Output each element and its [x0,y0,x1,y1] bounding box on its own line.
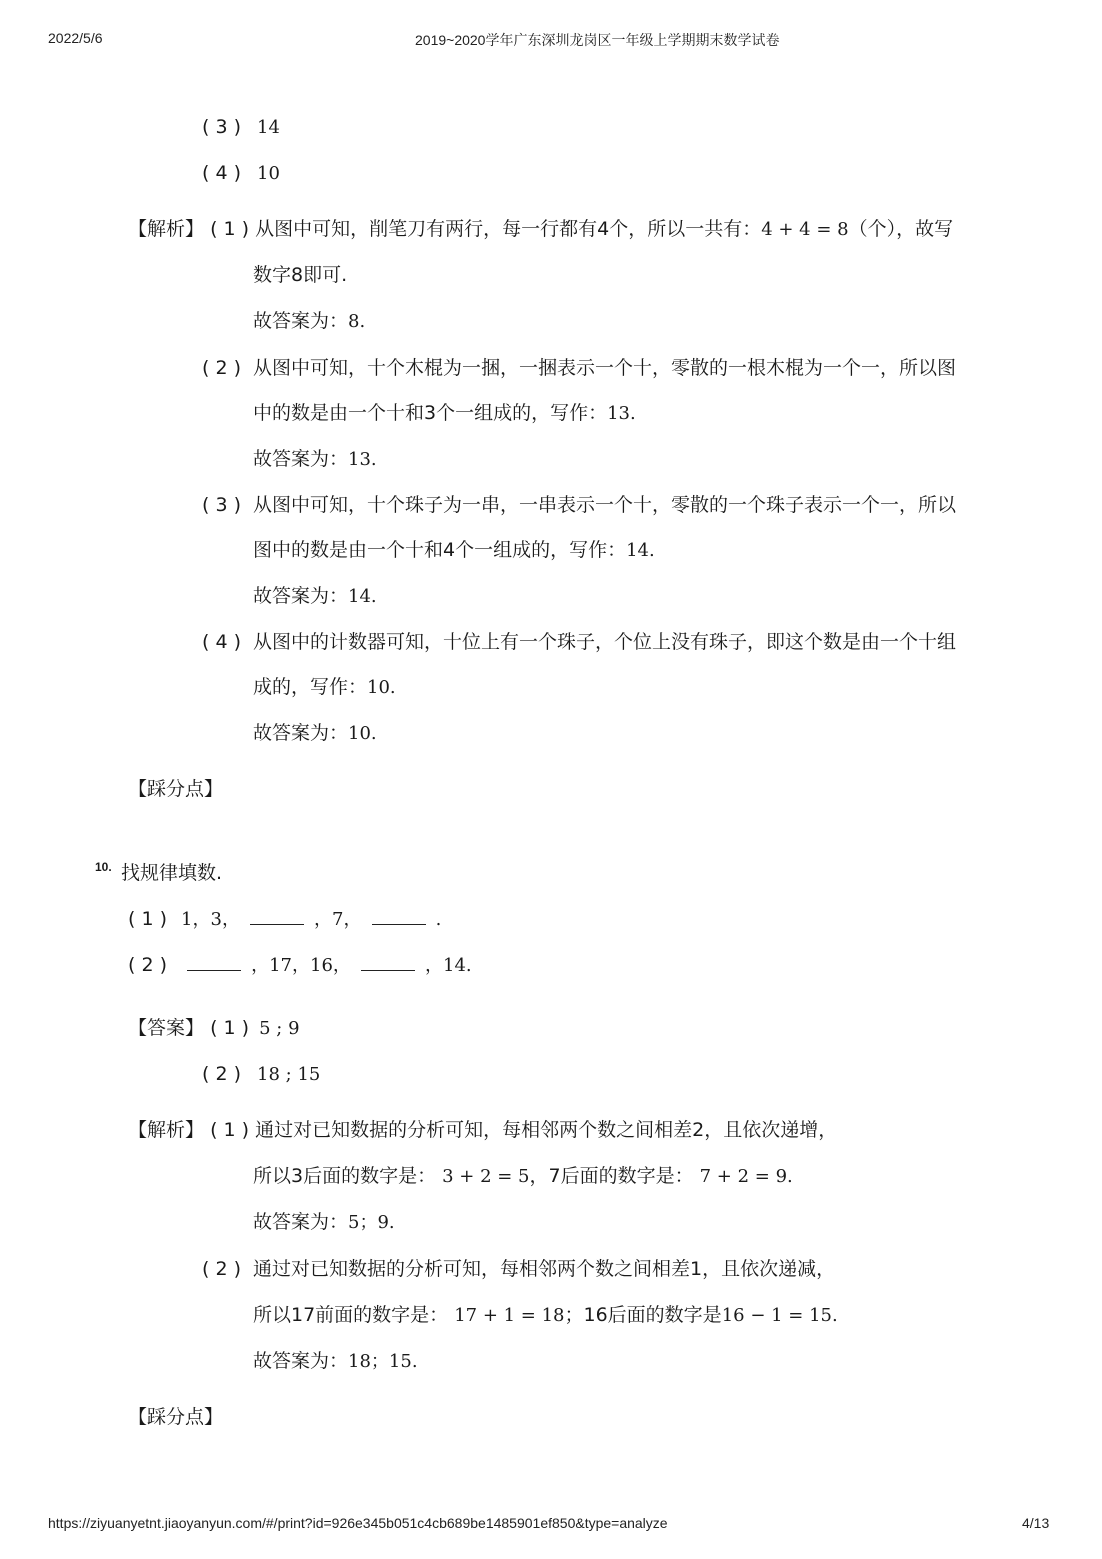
sequence-text: 1，3， [181,909,240,930]
conclusion-line [253,720,377,747]
math-expression: 13. [607,403,636,424]
print-date: 2022/5/6 [48,30,103,46]
analysis-text: （个），故写 [848,218,954,240]
analysis-line [253,262,347,288]
question-prompt: 找规律填数. [121,862,223,884]
answer-label: ( 2 ) [202,1063,241,1085]
part-label: ( 1 ) [128,908,167,930]
sequence-text: ，14. [425,955,472,976]
conclusion-line [253,1209,395,1236]
answer-value: 18 ; 15 [257,1064,321,1085]
answer-line [202,160,280,187]
analysis-line [202,492,956,518]
answer-line [128,1015,300,1042]
analysis-label: ( 1 ) [210,218,250,240]
page-url: https://ziyuanyetnt.jiaoyanyun.com/#/print?id=926e345b051c4cb689be1485901ef850&type=analyze [48,1515,668,1531]
answer-label: ( 3 ) [202,116,241,138]
answer-blank [187,952,241,971]
math-expression: 3 + 2 = 5 [442,1166,530,1187]
question-part [128,906,441,933]
document-title: 2019~2020学年广东深圳龙岗区一年级上学期期末数学试卷 [415,32,780,48]
conclusion-line [253,1348,418,1375]
analysis-line [253,400,636,427]
conclusion-label: 故答案为： [253,1211,349,1233]
analysis-text: 所以17前面的数字是： [253,1304,449,1326]
answer-tag: 【答案】 [128,1017,205,1039]
conclusion-label: 故答案为： [253,310,349,332]
analysis-text: 数字8即可. [253,264,348,286]
analysis-line [128,1117,837,1143]
answer-label: ( 1 ) [210,1017,250,1039]
analysis-text: ，7后面的数字是： [529,1165,694,1187]
part-label: ( 2 ) [128,954,167,976]
analysis-text: 通过对已知数据的分析可知，每相邻两个数之间相差1，且依次递减， [253,1258,836,1280]
sequence-text: ，17，16， [251,955,351,976]
analysis-label: ( 4 ) [202,631,241,653]
sequence-text: . [435,909,442,930]
analysis-text: 图中的数是由一个十和4个一组成的，写作： [253,539,627,561]
analysis-line [128,216,953,243]
analysis-line [202,355,956,381]
conclusion-value: 5；9. [348,1212,395,1233]
conclusion-value: 14. [348,586,377,607]
page-number: 4/13 [1022,1515,1050,1531]
answer-line [202,1061,320,1088]
conclusion-value: 13. [348,449,377,470]
score-points-tag: 【踩分点】 [128,778,224,800]
analysis-line [253,1163,793,1190]
analysis-text: 从图中可知，十个珠子为一串，一串表示一个十，零散的一个珠子表示一个一，所以 [253,494,957,516]
conclusion-line [253,308,365,335]
answer-line [202,114,280,141]
conclusion-label: 故答案为： [253,722,349,744]
math-expression: 14. [626,540,655,561]
analysis-label: ( 2 ) [202,1258,241,1280]
conclusion-label: 故答案为： [253,448,349,470]
answer-blank [250,906,304,925]
conclusion-line [253,446,377,473]
conclusion-label: 故答案为： [253,1350,349,1372]
analysis-text: 从图中可知，削笔刀有两行，每一行都有4个，所以一共有： [255,218,762,240]
analysis-label: ( 2 ) [202,357,241,379]
answer-blank [361,952,415,971]
analysis-text: 通过对已知数据的分析可知，每相邻两个数之间相差2，且依次递增， [255,1119,838,1141]
math-expression: 16 − 1 = 15. [721,1305,838,1326]
analysis-text: 成的，写作： [253,676,368,698]
conclusion-value: 8. [348,311,366,332]
conclusion-value: 18；15. [348,1351,418,1372]
question-part [128,952,472,979]
analysis-line [202,629,956,655]
answer-value: 14 [257,117,280,138]
conclusion-line [253,583,377,610]
answer-label: ( 4 ) [202,162,241,184]
math-expression: 4 + 4 = 8 [761,219,849,240]
score-points-tag: 【踩分点】 [128,1406,224,1428]
analysis-label: ( 1 ) [210,1119,250,1141]
math-expression: 7 + 2 = 9. [699,1166,793,1187]
conclusion-label: 故答案为： [253,585,349,607]
analysis-line [253,1302,838,1329]
analysis-tag: 【解析】 [128,1119,205,1141]
analysis-text: 从图中的计数器可知，十位上有一个珠子，个位上没有珠子，即这个数是由一个十组 [253,631,957,653]
analysis-text: ；16后面的数字是 [564,1304,722,1326]
analysis-text: 从图中可知，十个木棍为一捆，一捆表示一个十，零散的一根木棍为一个一，所以图 [253,357,957,379]
sequence-text: ，7， [314,909,362,930]
analysis-text: 中的数是由一个十和3个一组成的，写作： [253,402,608,424]
analysis-tag: 【解析】 [128,218,205,240]
answer-value: 10 [257,163,280,184]
answer-value: 5 ; 9 [259,1018,300,1039]
analysis-line [253,674,396,701]
analysis-line [253,537,655,564]
math-expression: 10. [367,677,396,698]
answer-blank [372,906,426,925]
question-number: 10. [95,860,112,874]
analysis-text: 所以3后面的数字是： [253,1165,437,1187]
analysis-line [202,1256,835,1282]
analysis-label: ( 3 ) [202,494,241,516]
math-expression: 17 + 1 = 18 [454,1305,565,1326]
conclusion-value: 10. [348,723,377,744]
